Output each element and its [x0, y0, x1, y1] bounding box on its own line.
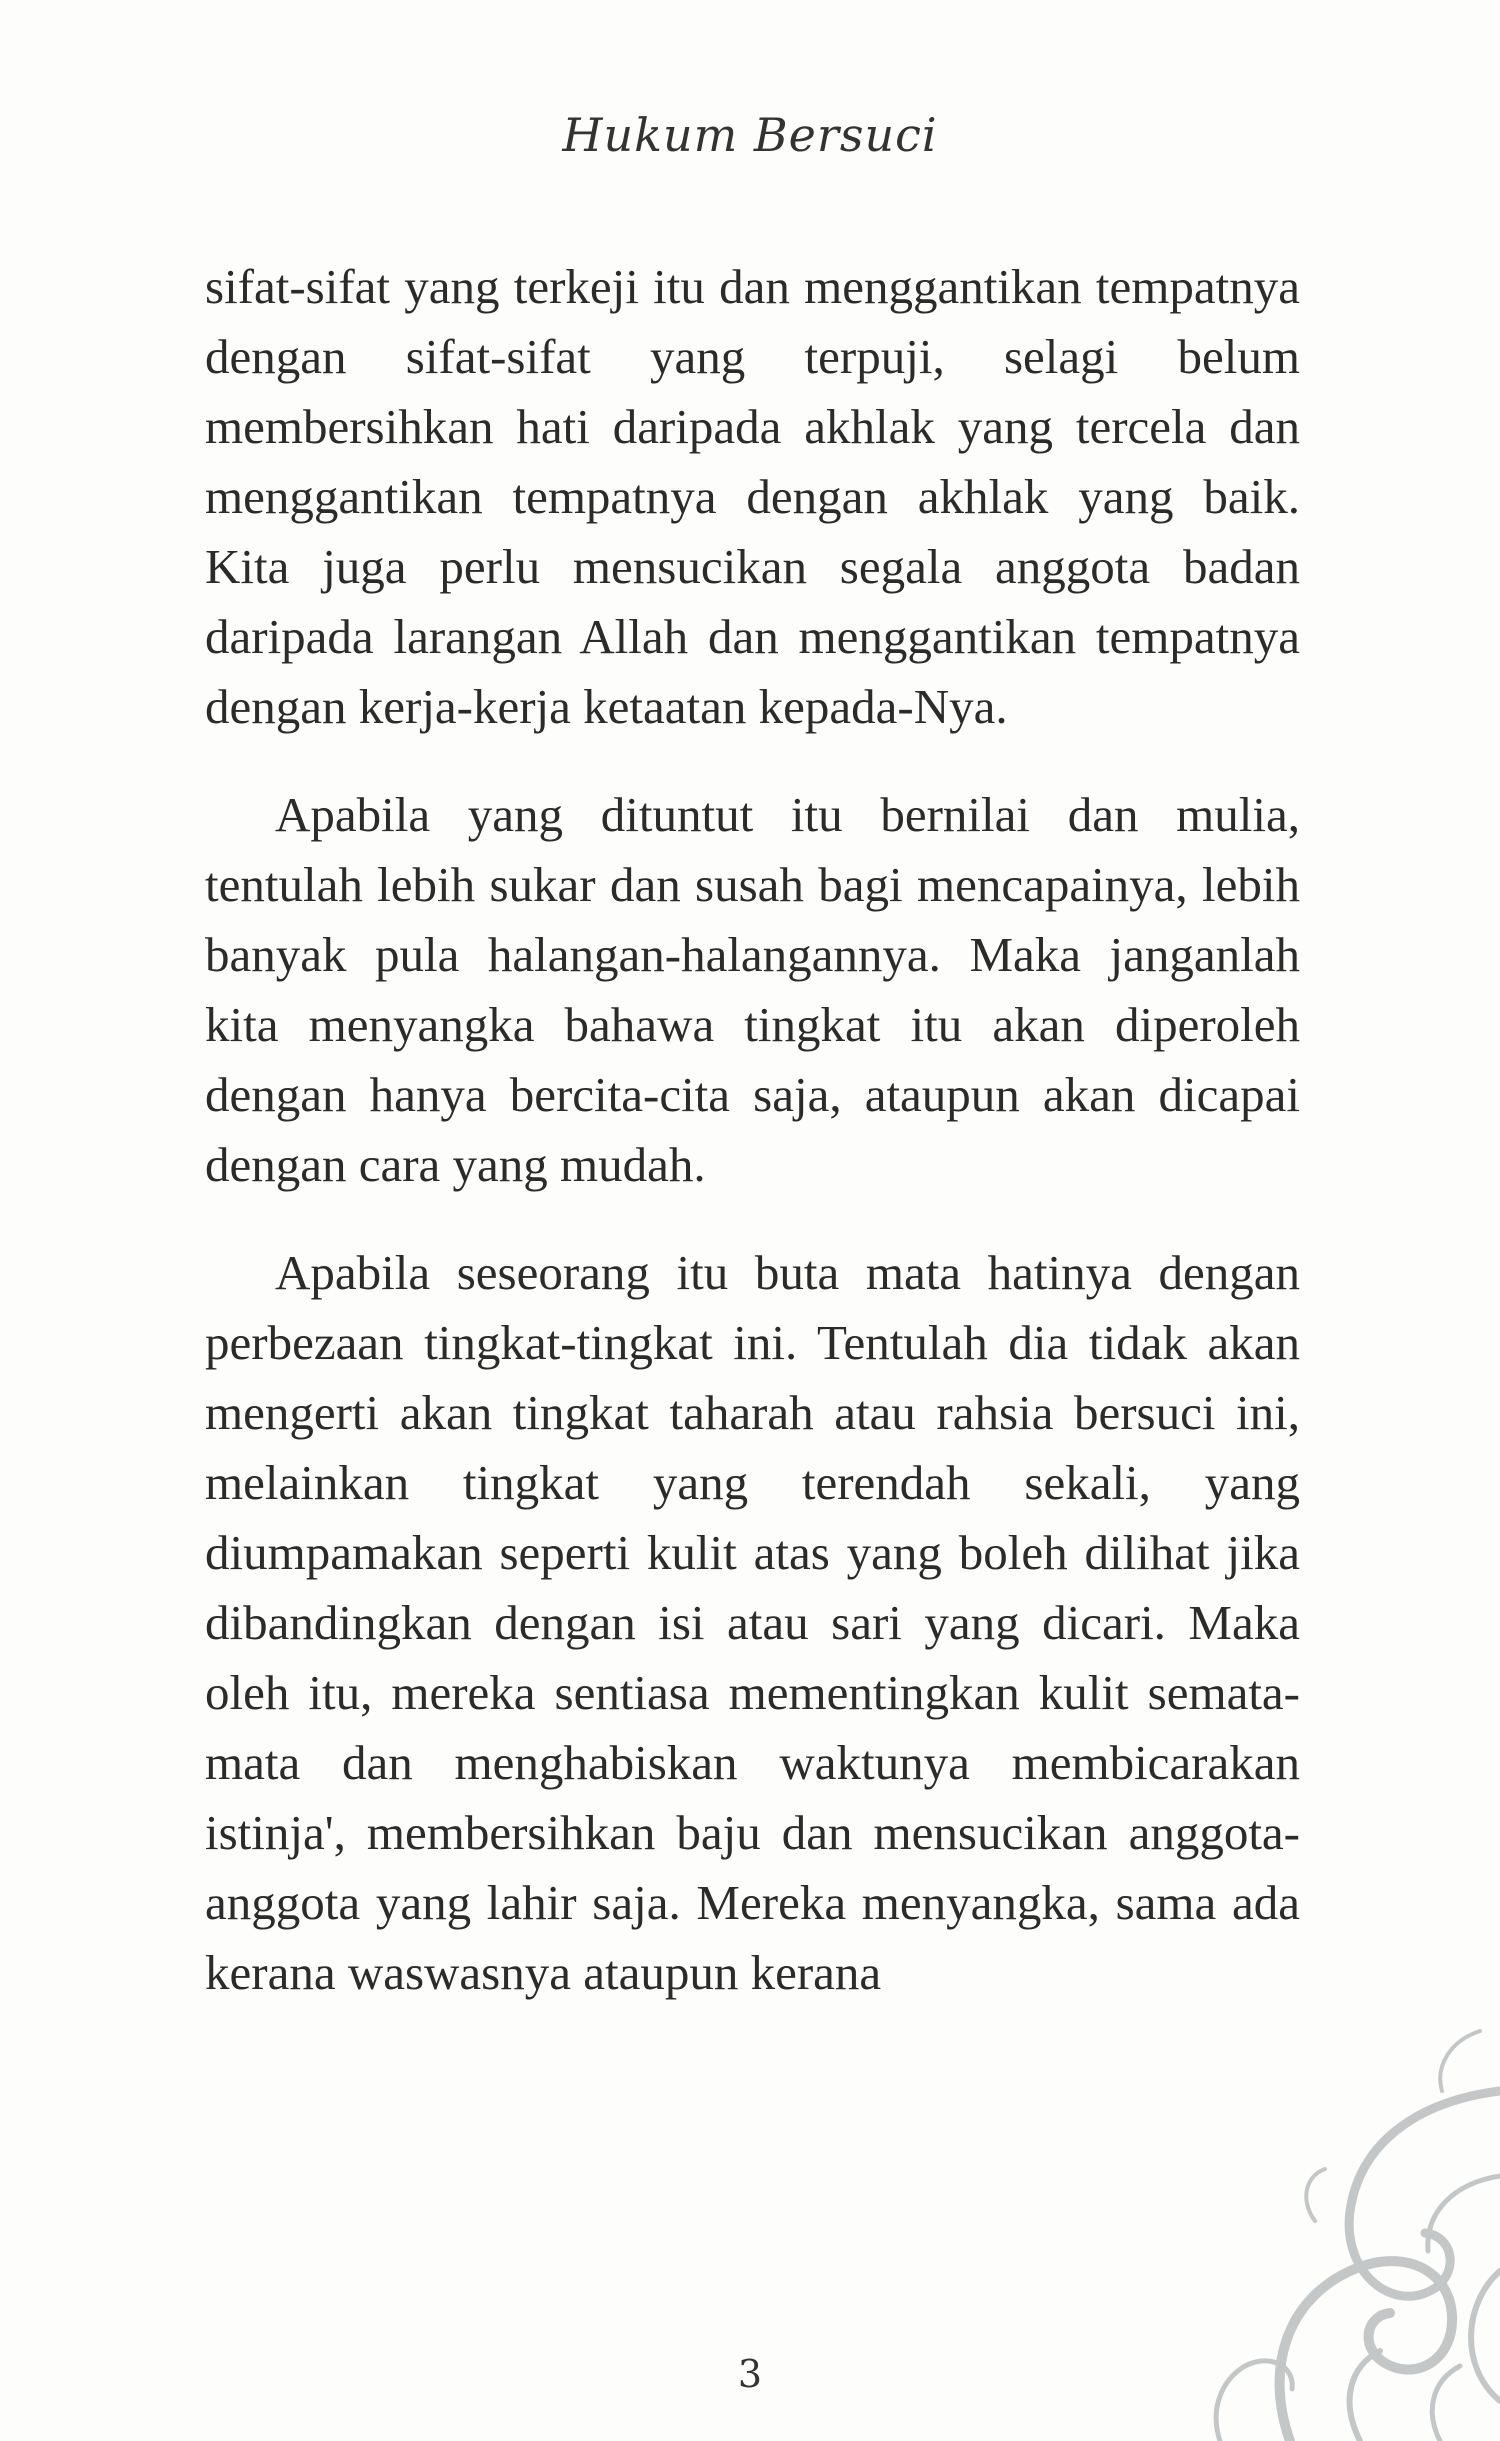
body-text [205, 252, 1300, 2008]
running-header: Hukum Bersuci [562, 108, 938, 162]
paragraph-3: Apabila seseorang itu buta mata hatinya dengan perbezaan tingkat-tingkat ini. Tentulah dia tidak akan mengerti akan tingkat taharah atau rahsia bersuci ini, melainkan tingkat yang terendah sekali, yang diumpamakan seperti kulit atas yang boleh dilihat jika dibandingkan dengan isi atau sari yang dicari. Maka oleh itu, mereka sentiasa mementingkan kulit semata-mata dan menghabiskan waktunya membicarakan istinja', membersihkan baju dan mensucikan anggota-anggota yang lahir saja. Mereka menyangka, sama ada kerana waswasnya ataupun kerana [205, 1245, 1300, 2000]
paragraph-2: Apabila yang dituntut itu bernilai dan mulia, tentulah lebih sukar dan susah bagi mencapainya, lebih banyak pula halangan-halangannya. Maka janganlah kita menyangka bahawa tingkat itu akan diperoleh dengan hanya bercita-cita saja, ataupun akan dicapai dengan cara yang mudah. [205, 787, 1300, 1192]
paragraph-1: sifat-sifat yang terkeji itu dan menggantikan tempatnya dengan sifat-sifat yang terpuji, selagi belum membersihkan hati daripada akhlak yang tercela dan menggantikan tempatnya dengan akhlak yang baik. Kita juga perlu mensucikan segala anggota badan daripada larangan Allah dan menggantikan tempatnya dengan kerja-kerja ketaatan kepada-Nya. [205, 259, 1300, 734]
page-number: 3 [737, 2352, 763, 2396]
